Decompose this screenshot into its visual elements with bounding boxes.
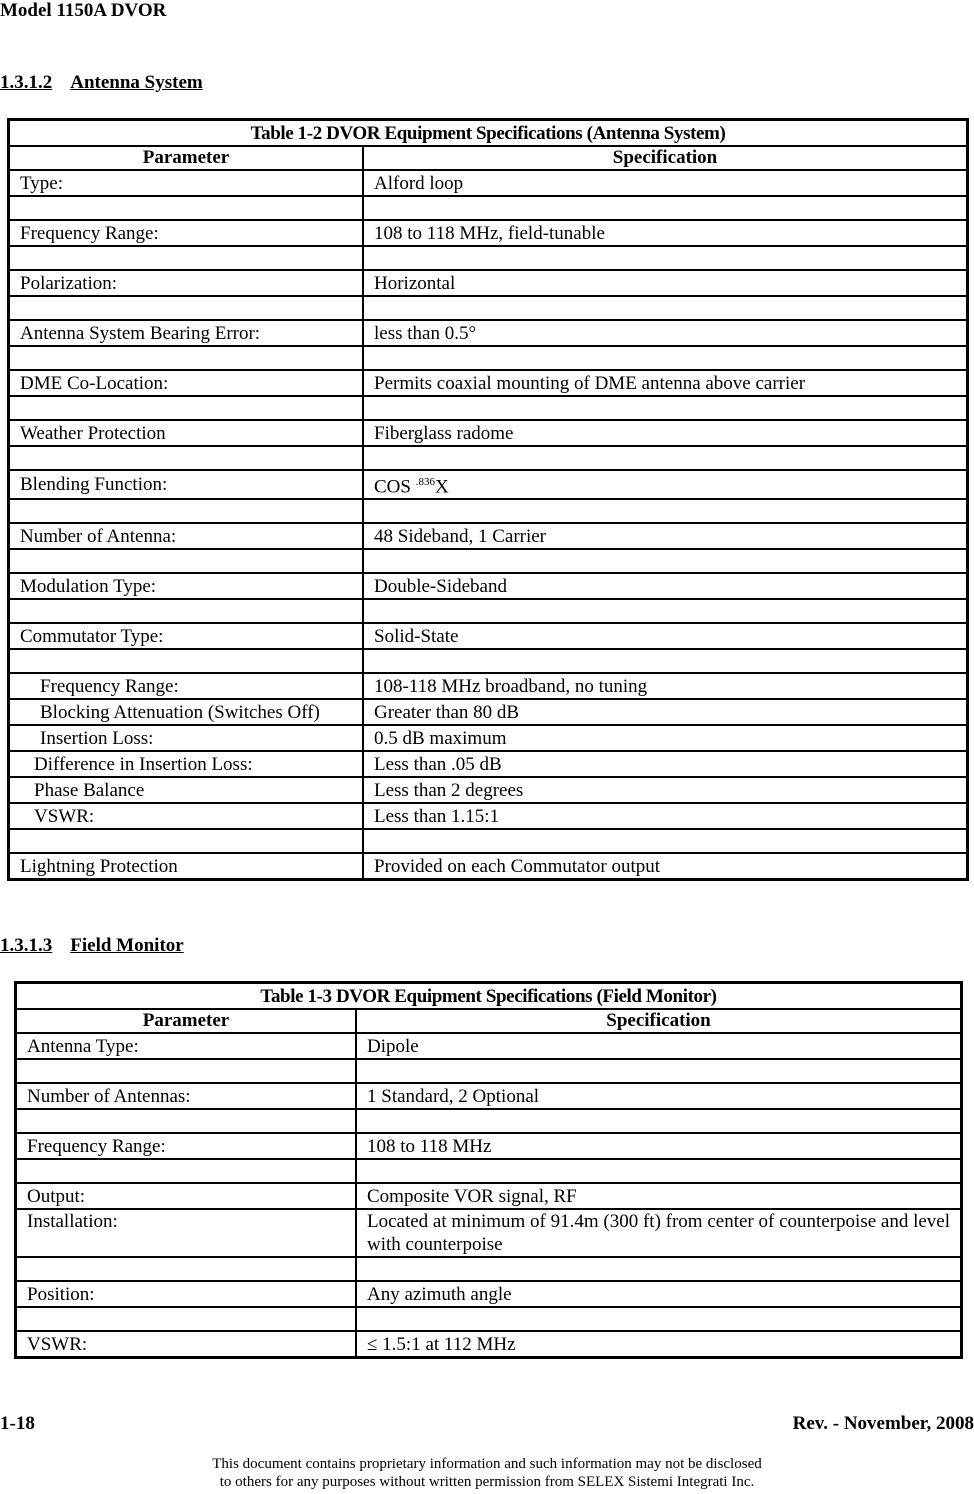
table-row — [9, 777, 967, 803]
spec-cell: Greater than 80 dB — [363, 699, 967, 725]
table-row — [9, 296, 967, 320]
table-row — [9, 673, 967, 699]
param-cell: Lightning Protection — [9, 853, 363, 879]
spec-cell — [363, 346, 967, 370]
spec-cell: 1 Standard, 2 Optional — [356, 1083, 961, 1109]
param-cell: Output: — [16, 1183, 356, 1209]
param-cell — [9, 549, 363, 573]
table-row — [16, 1183, 961, 1209]
table-caption: Table 1-3 DVOR Equipment Specifications (Field Monitor) — [16, 983, 961, 1009]
param-cell: VSWR: — [9, 803, 363, 829]
antenna-system-table — [7, 118, 969, 881]
table-row — [9, 725, 967, 751]
spec-cell — [363, 446, 967, 470]
spec-cell: Less than 1.15:1 — [363, 803, 967, 829]
spec-cell — [363, 599, 967, 623]
table-row — [9, 599, 967, 623]
section-heading-field-monitor — [0, 935, 184, 957]
spec-text: COS — [374, 476, 411, 498]
section-title: Antenna System — [70, 72, 203, 93]
spec-cell: 108 to 118 MHz — [356, 1133, 961, 1159]
table-row — [9, 246, 967, 270]
spec-exponent: .836 — [415, 476, 435, 488]
spec-cell — [363, 396, 967, 420]
param-cell — [9, 396, 363, 420]
param-cell: Commutator Type: — [9, 623, 363, 649]
table-row — [9, 649, 967, 673]
column-header-parameter: Parameter — [9, 146, 363, 170]
spec-cell — [363, 649, 967, 673]
field-monitor-table — [14, 981, 963, 1359]
spec-cell: Dipole — [356, 1033, 961, 1059]
spec-cell: Solid-State — [363, 623, 967, 649]
param-cell: Blocking Attenuation (Switches Off) — [9, 699, 363, 725]
param-cell — [16, 1307, 356, 1331]
param-cell: Phase Balance — [9, 777, 363, 803]
document-header: Model 1150A DVOR — [0, 0, 167, 21]
table-row — [16, 1281, 961, 1307]
spec-text-tail: X — [434, 476, 449, 498]
table-row — [9, 470, 967, 499]
param-cell: Blending Function: — [9, 470, 363, 499]
param-cell: DME Co-Location: — [9, 370, 363, 396]
spec-cell — [356, 1307, 961, 1331]
param-cell: Antenna System Bearing Error: — [9, 320, 363, 346]
spec-cell: Less than .05 dB — [363, 751, 967, 777]
revision-date: Rev. - November, 2008 — [792, 1413, 974, 1434]
param-cell: Modulation Type: — [9, 573, 363, 599]
column-header-specification: Specification — [356, 1009, 961, 1033]
spec-cell: Located at minimum of 91.4m (300 ft) from center of counterpoise and level with counterpoise — [356, 1209, 961, 1257]
param-cell: Frequency Range: — [9, 673, 363, 699]
table-row — [9, 523, 967, 549]
spec-cell: ≤ 1.5:1 at 112 MHz — [356, 1331, 961, 1357]
param-cell — [9, 246, 363, 270]
table-caption: Table 1-2 DVOR Equipment Specifications (Antenna System) — [9, 120, 967, 146]
param-cell: Position: — [16, 1281, 356, 1307]
param-cell — [9, 346, 363, 370]
spec-cell: 0.5 dB maximum — [363, 725, 967, 751]
spec-cell: Less than 2 degrees — [363, 777, 967, 803]
spec-cell — [363, 470, 967, 499]
section-title: Field Monitor — [70, 935, 184, 956]
spec-cell — [363, 829, 967, 853]
param-cell: Frequency Range: — [16, 1133, 356, 1159]
param-cell — [16, 1109, 356, 1133]
param-cell — [9, 649, 363, 673]
param-cell — [16, 1159, 356, 1183]
param-cell — [9, 446, 363, 470]
table-row — [9, 751, 967, 777]
param-cell — [16, 1059, 356, 1083]
table-row — [9, 396, 967, 420]
table-row — [9, 803, 967, 829]
spec-cell — [363, 549, 967, 573]
notice-line: This document contains proprietary information and such information may not be disclosed — [212, 1456, 762, 1472]
spec-cell — [356, 1159, 961, 1183]
table-row — [16, 1059, 961, 1083]
param-cell: Number of Antenna: — [9, 523, 363, 549]
table-row — [9, 829, 967, 853]
param-cell: Polarization: — [9, 270, 363, 296]
section-heading-antenna-system — [0, 72, 203, 94]
spec-cell: Composite VOR signal, RF — [356, 1183, 961, 1209]
table-row — [9, 370, 967, 396]
proprietary-notice — [0, 1455, 974, 1491]
param-cell: Weather Protection — [9, 420, 363, 446]
param-cell: Number of Antennas: — [16, 1083, 356, 1109]
table-row — [9, 196, 967, 220]
table-row — [16, 1331, 961, 1357]
table-row — [9, 853, 967, 879]
param-cell — [9, 296, 363, 320]
spec-cell: Horizontal — [363, 270, 967, 296]
table-row — [9, 549, 967, 573]
table-row — [9, 170, 967, 196]
param-cell — [16, 1257, 356, 1281]
param-cell: Installation: — [16, 1209, 356, 1257]
table-row — [9, 573, 967, 599]
param-cell: Antenna Type: — [16, 1033, 356, 1059]
table-row — [16, 1257, 961, 1281]
column-header-specification: Specification — [363, 146, 967, 170]
param-cell — [9, 499, 363, 523]
section-number: 1.3.1.3 — [0, 935, 53, 956]
param-cell — [9, 196, 363, 220]
table-row — [9, 346, 967, 370]
table-row — [9, 420, 967, 446]
spec-cell — [363, 196, 967, 220]
table-row — [16, 1159, 961, 1183]
table-row — [16, 1083, 961, 1109]
table-row — [16, 1109, 961, 1133]
spec-cell — [363, 296, 967, 320]
table-row — [9, 220, 967, 246]
param-cell: Frequency Range: — [9, 220, 363, 246]
param-cell — [9, 829, 363, 853]
param-cell: Difference in Insertion Loss: — [9, 751, 363, 777]
spec-cell — [356, 1109, 961, 1133]
table-row — [16, 1133, 961, 1159]
spec-cell: 108 to 118 MHz, field-tunable — [363, 220, 967, 246]
spec-cell: Alford loop — [363, 170, 967, 196]
spec-cell: Permits coaxial mounting of DME antenna above carrier — [363, 370, 967, 396]
section-number: 1.3.1.2 — [0, 72, 53, 93]
param-cell: VSWR: — [16, 1331, 356, 1357]
column-header-parameter: Parameter — [16, 1009, 356, 1033]
param-cell: Insertion Loss: — [9, 725, 363, 751]
table-row — [16, 1033, 961, 1059]
table-row — [9, 623, 967, 649]
spec-cell — [356, 1059, 961, 1083]
table-row — [9, 699, 967, 725]
param-cell: Type: — [9, 170, 363, 196]
table-row — [9, 499, 967, 523]
spec-cell — [363, 246, 967, 270]
table-row — [16, 1307, 961, 1331]
table-row — [9, 446, 967, 470]
spec-cell — [356, 1257, 961, 1281]
table-row — [9, 320, 967, 346]
spec-cell: less than 0.5° — [363, 320, 967, 346]
spec-cell: Double-Sideband — [363, 573, 967, 599]
spec-cell: Provided on each Commutator output — [363, 853, 967, 879]
notice-line: to others for any purposes without written permission from SELEX Sistemi Integrati Inc. — [219, 1474, 755, 1490]
table-row — [16, 1209, 961, 1257]
spec-cell: 108-118 MHz broadband, no tuning — [363, 673, 967, 699]
table-row — [9, 270, 967, 296]
spec-cell: 48 Sideband, 1 Carrier — [363, 523, 967, 549]
spec-cell — [363, 499, 967, 523]
spec-cell: Fiberglass radome — [363, 420, 967, 446]
param-cell — [9, 599, 363, 623]
page-number: 1-18 — [0, 1413, 35, 1434]
spec-cell: Any azimuth angle — [356, 1281, 961, 1307]
